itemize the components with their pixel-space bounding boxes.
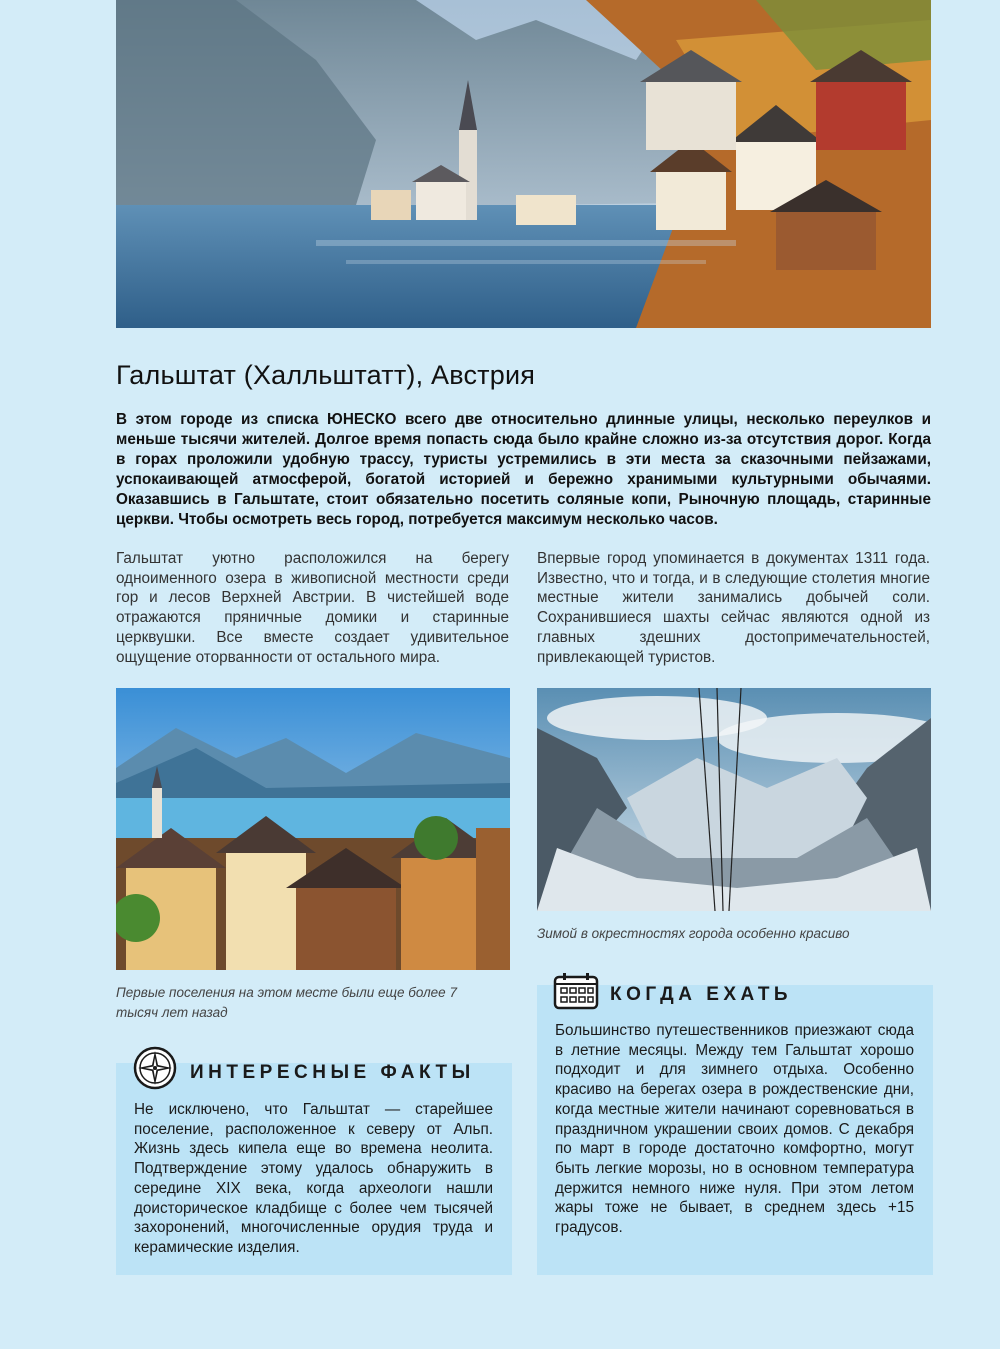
when-to-go-text: Большинство путешественников приезжают сюда в летние месяцы. Между тем Гальштат хорошо подходит и для зимнего отдыха. Особенно красиво на берегах озера в рождественские дни, когда местные жители начинают соревноваться в праздничном украшении своих домов. С декабря по март в городе достаточно комфортно, могут быть легкие морозы, но в основном температура держится немного ниже нуля. При этом летом жары тоже не бывает, в среднем здесь +15 градусов. bbox=[555, 1022, 914, 1237]
photo-caption-right: Зимой в окрестностях города особенно красиво bbox=[537, 926, 850, 941]
winter-photo bbox=[537, 688, 931, 911]
calendar-icon bbox=[553, 972, 599, 1010]
facts-heading: ИНТЕРЕСНЫЕ ФАКТЫ bbox=[190, 1062, 475, 1083]
photo-caption-left: Первые поселения на этом месте были еще более 7 тысяч лет назад bbox=[116, 985, 457, 1020]
lead-paragraph: В этом городе из списка ЮНЕСКО всего две относительно длинные улицы, несколько переулков и меньше тысячи жителей. Долгое время попасть сюда было крайне сложно из-за отсутствия дорог. Когда в горах проложили удобную трассу, туристы устремились в эти места за сказочными пейзажами, успокаивающей атмосферой, богатой историей и бережно хранимыми культурными обычаями. Оказавшись в Гальштате, стоит обязательно посетить соляные копи, Рыночную площадь, старинные церкви. Чтобы осмотреть весь город, потребуется максимум несколько часов. bbox=[116, 411, 931, 528]
facts-text: Не исключено, что Гальштат — старейшее поселение, расположенное к северу от Альп. Жизнь здесь кипела еще во времена неолита. Подтверждение этому удалось обнаружить в середине XIX века, когда археологи нашли доисторическое кладбище с более чем тысячей захоронений, многочисленные орудия труда и керамические изделия. bbox=[134, 1101, 493, 1256]
hero-photo bbox=[116, 0, 931, 328]
when-to-go-heading: КОГДА ЕХАТЬ bbox=[610, 984, 793, 1005]
compass-icon bbox=[133, 1046, 177, 1090]
body-column-left: Гальштат уютно расположился на берегу одноименного озера в живописной местности среди гор и лесов Верхней Австрии. В чистейшей воде отражаются пряничные домики и старинные церквушки. Все вместе создает удивительное ощущение оторванности от остального мира. bbox=[116, 550, 509, 666]
page-title: Гальштат (Халльштатт), Австрия bbox=[116, 360, 536, 390]
village-photo bbox=[116, 688, 510, 970]
body-column-right: Впервые город упоминается в документах 1311 года. Известно, что и тогда, и в следующие столетия многие местные жители занимались добычей соли. Сохранившиеся шахты сейчас являются одной из главных здешних достопримечательностей, привлекающей туристов. bbox=[537, 550, 930, 666]
